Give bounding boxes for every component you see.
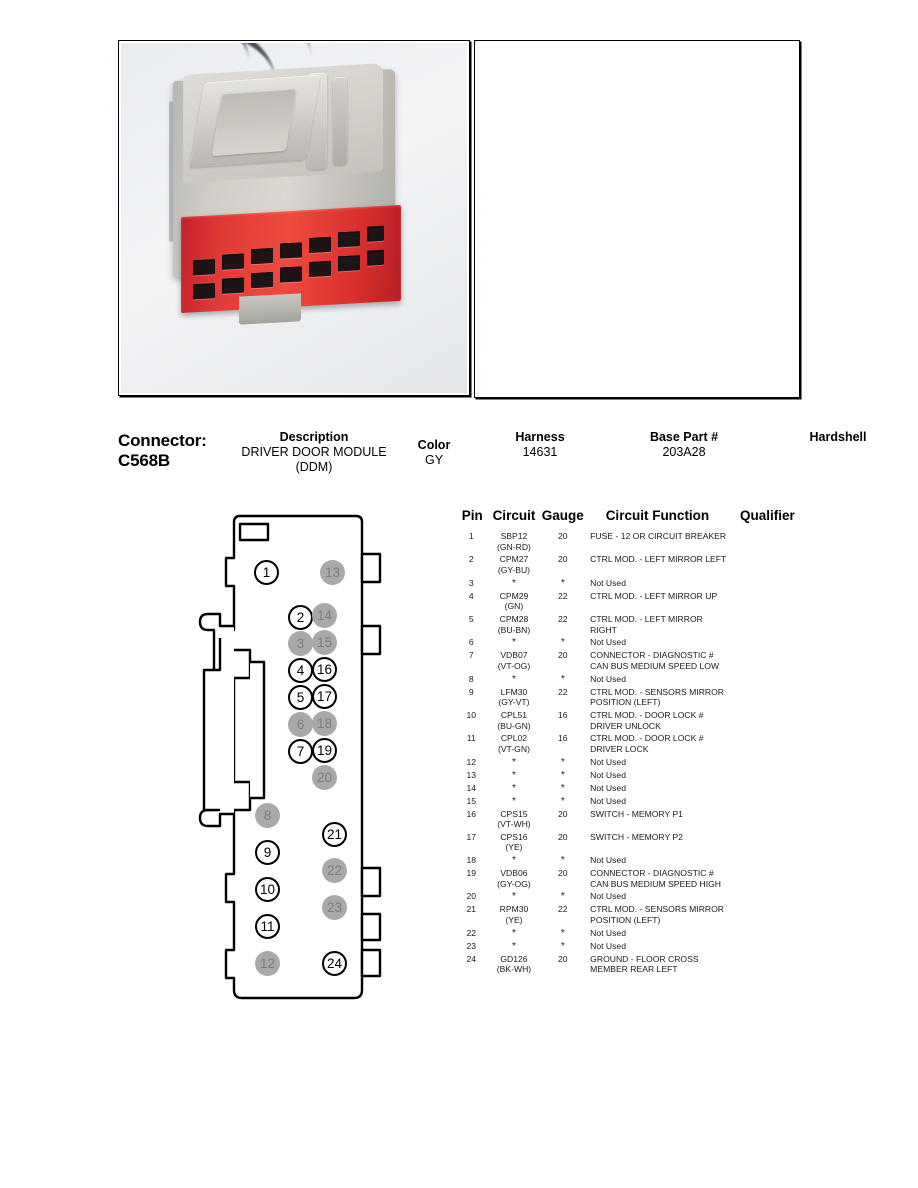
cell-circuit: * [512, 891, 516, 903]
table-row [458, 831, 804, 854]
cell-function: Not Used [590, 795, 626, 806]
table-row [458, 686, 804, 709]
cell-gauge: * [560, 795, 565, 807]
cell-pin: 15 [466, 795, 477, 806]
description-cell [240, 430, 388, 474]
table-row [458, 590, 804, 613]
cell-function: Not Used [590, 782, 626, 793]
cell-qualifier [731, 577, 804, 590]
pin-22[interactable]: 22 [322, 858, 347, 883]
cell-function: SWITCH - MEMORY P2 [590, 831, 683, 842]
cell-gauge: * [560, 637, 565, 649]
cell-qualifier [731, 530, 804, 553]
shell-rail-right-inner [333, 77, 347, 166]
pin-14[interactable]: 14 [312, 603, 337, 628]
cell-qualifier [731, 732, 804, 755]
cell-pin: 9 [468, 686, 474, 697]
cell-gauge: 22 [558, 686, 568, 697]
cell-qualifier [731, 953, 804, 976]
cell-function: Not Used [590, 673, 626, 684]
cell-qualifier [731, 673, 804, 686]
cell-qualifier [731, 890, 804, 903]
cell-function: CTRL MOD. - DOOR LOCK # DRIVER LOCK [590, 733, 704, 754]
cell-pin: 22 [466, 927, 477, 938]
cell-gauge: * [560, 756, 565, 768]
pinout-table-head [458, 508, 804, 530]
cell-qualifier [731, 756, 804, 769]
cell-qualifier [731, 686, 804, 709]
cell-pin: 14 [466, 782, 477, 793]
cell-pin: 6 [468, 637, 474, 648]
cell-pin: 21 [466, 904, 477, 915]
cell-circuit: * [512, 769, 516, 781]
cell-pin: 23 [466, 940, 477, 951]
cell-circuit: * [512, 782, 516, 794]
cell-function: CTRL MOD. - LEFT MIRROR RIGHT [590, 613, 703, 635]
pin-8[interactable]: 8 [255, 803, 280, 828]
table-row [458, 927, 804, 940]
cell-circuit: VDB07 (VT-OG) [497, 650, 531, 671]
cell-circuit: * [512, 756, 516, 768]
base-part-label: Base Part # [649, 430, 719, 444]
cell-gauge: 20 [558, 953, 568, 964]
table-row [458, 732, 804, 755]
pin-10[interactable]: 10 [255, 877, 280, 902]
pin-13[interactable]: 13 [320, 560, 345, 585]
cell-circuit: CPS15 (VT-WH) [497, 808, 531, 830]
cell-qualifier [731, 613, 804, 636]
description-label: Description [279, 430, 349, 444]
pin-17[interactable]: 17 [312, 684, 337, 709]
cell-qualifier [731, 590, 804, 613]
cell-gauge: * [560, 577, 565, 589]
cell-qualifier [731, 782, 804, 795]
cell-function: Not Used [590, 577, 626, 588]
pin-11[interactable]: 11 [255, 914, 280, 939]
cell-pin: 7 [468, 650, 474, 661]
cell-function: CTRL MOD. - DOOR LOCK # DRIVER UNLOCK [590, 709, 704, 731]
table-row [458, 903, 804, 926]
cell-function: Not Used [590, 940, 626, 951]
cell-function: FUSE - 12 OR CIRCUIT BREAKER [590, 531, 727, 541]
cell-circuit: * [512, 795, 516, 807]
cell-gauge: * [560, 927, 565, 939]
cell-function: CTRL MOD. - LEFT MIRROR UP [590, 590, 718, 601]
cell-pin: 2 [468, 554, 474, 565]
cell-pin: 13 [466, 769, 477, 780]
table-row [458, 577, 804, 590]
cell-qualifier [731, 649, 804, 672]
column-header-qualifier: Qualifier [739, 508, 795, 523]
pin-3[interactable]: 3 [288, 631, 313, 656]
pin-6[interactable]: 6 [288, 712, 313, 737]
harness-cell [480, 430, 600, 460]
cell-gauge: 20 [558, 650, 568, 661]
pin-1[interactable]: 1 [254, 560, 279, 585]
cell-pin: 8 [468, 673, 474, 684]
cell-circuit: * [512, 927, 516, 939]
color-label: Color [417, 438, 451, 452]
cell-qualifier [731, 795, 804, 808]
table-row [458, 553, 804, 576]
cell-circuit: VDB06 (GY-OG) [497, 868, 531, 889]
connector-outline-svg [190, 510, 410, 1030]
cell-function: CTRL MOD. - SENSORS MIRROR POSITION (LEFT) [590, 686, 725, 708]
cell-qualifier [731, 553, 804, 576]
harness-label: Harness [515, 430, 565, 444]
cell-gauge: 22 [558, 904, 568, 915]
cell-gauge: 20 [558, 808, 568, 819]
table-row [458, 782, 804, 795]
cell-function: Not Used [590, 756, 626, 767]
cell-circuit: * [512, 637, 516, 649]
pin-21[interactable]: 21 [322, 822, 347, 847]
table-row [458, 530, 804, 553]
cell-pin: 17 [466, 831, 477, 842]
cell-gauge: 20 [558, 554, 568, 565]
cell-qualifier [731, 903, 804, 926]
cell-pin: 16 [466, 808, 477, 819]
cell-qualifier [731, 769, 804, 782]
pin-24[interactable]: 24 [322, 951, 347, 976]
pin-16[interactable]: 16 [312, 657, 337, 682]
cell-function: Not Used [590, 769, 626, 780]
pin-19[interactable]: 19 [312, 738, 337, 763]
pin-20[interactable]: 20 [312, 765, 337, 790]
cell-qualifier [731, 854, 804, 867]
pin-15[interactable]: 15 [312, 630, 337, 655]
base-part-value: 203A28 [662, 444, 706, 459]
cell-pin: 19 [466, 868, 477, 879]
table-row [458, 808, 804, 831]
color-cell [398, 438, 470, 468]
pin-4[interactable]: 4 [288, 658, 313, 683]
table-row [458, 769, 804, 782]
connector-label: Connector: [118, 431, 207, 450]
cell-function: Not Used [590, 891, 626, 902]
cell-pin: 12 [466, 756, 477, 767]
cell-gauge: 22 [558, 613, 568, 624]
cell-circuit: GD126 (BK-WH) [496, 953, 532, 975]
cell-qualifier [731, 831, 804, 854]
cell-circuit: SBP12 (GN-RD) [497, 531, 531, 552]
pin-7[interactable]: 7 [288, 739, 313, 764]
table-row [458, 709, 804, 732]
table-row [458, 649, 804, 672]
table-row [458, 953, 804, 976]
cell-circuit: * [512, 577, 516, 589]
cell-function: CTRL MOD. - SENSORS MIRROR POSITION (LEFT) [590, 904, 725, 926]
cell-gauge: * [560, 782, 565, 794]
column-header-circuit: Circuit [492, 508, 536, 523]
pin-2[interactable]: 2 [288, 605, 313, 630]
cell-circuit: * [512, 855, 516, 867]
cell-circuit: RPM30 (YE) [499, 904, 529, 926]
table-row [458, 613, 804, 636]
connector-id: C568B [118, 451, 170, 471]
cell-qualifier [731, 927, 804, 940]
hardshell-cell [768, 430, 908, 445]
cell-function: CONNECTOR - DIAGNOSTIC # CAN BUS MEDIUM SPEED HIGH [590, 868, 722, 889]
cell-pin: 1 [468, 531, 474, 541]
cell-pin: 10 [466, 709, 477, 720]
description-value: DRIVER DOOR MODULE (DDM) [241, 444, 387, 474]
pinout-table-body [458, 530, 804, 976]
cell-circuit: LFM30 (GY-VT) [498, 686, 530, 708]
harness-value: 14631 [522, 444, 558, 459]
cell-pin: 4 [468, 590, 474, 601]
cell-qualifier [731, 636, 804, 649]
cell-pin: 11 [466, 733, 476, 744]
connector-meta-header [118, 428, 867, 484]
table-row [458, 756, 804, 769]
cell-gauge: 16 [558, 733, 568, 744]
cell-pin: 20 [466, 891, 477, 902]
cell-circuit: CPM29 (GN) [499, 590, 529, 612]
pin-23[interactable]: 23 [322, 895, 347, 920]
cell-circuit: * [512, 673, 516, 685]
shell-latch-inner [212, 88, 297, 156]
cell-function: CTRL MOD. - LEFT MIRROR LEFT [590, 554, 727, 565]
cell-gauge: 20 [558, 868, 568, 879]
hardshell-label: Hardshell [809, 430, 867, 444]
cell-circuit: CPL51 (BU-GN) [497, 709, 531, 731]
column-header-function: Circuit Function [605, 508, 710, 523]
cell-gauge: * [560, 855, 565, 867]
pinout-table-wrap [458, 508, 818, 976]
connector-foot [239, 293, 301, 324]
table-row [458, 867, 804, 890]
cell-function: SWITCH - MEMORY P1 [590, 808, 683, 819]
connector-image-block [118, 40, 800, 400]
pin-18[interactable]: 18 [312, 711, 337, 736]
cell-function: Not Used [590, 927, 626, 938]
cell-pin: 5 [468, 613, 474, 624]
pin-12[interactable]: 12 [255, 951, 280, 976]
cell-function: CONNECTOR - DIAGNOSTIC # CAN BUS MEDIUM SPEED LOW [590, 650, 720, 671]
pinout-table [458, 508, 804, 976]
cell-pin: 3 [468, 577, 474, 588]
color-value: GY [424, 452, 444, 467]
cell-function: Not Used [590, 855, 626, 866]
connector-pinout-diagram [190, 510, 410, 1030]
cell-circuit: CPS16 (YE) [500, 831, 528, 853]
connector-photo [121, 43, 467, 393]
table-row [458, 673, 804, 686]
cell-qualifier [731, 867, 804, 890]
pin-9[interactable]: 9 [255, 840, 280, 865]
cell-qualifier [731, 940, 804, 953]
cell-gauge: * [560, 769, 565, 781]
cell-pin: 24 [466, 953, 477, 964]
connector-id-cell [118, 431, 207, 471]
cell-qualifier [731, 709, 804, 732]
cell-circuit: * [512, 940, 516, 952]
cell-pin: 18 [466, 855, 477, 866]
cell-circuit: CPM27 (GY-BU) [497, 554, 531, 575]
cell-gauge: 16 [558, 709, 568, 720]
blank-panel [474, 40, 800, 398]
cell-gauge: 22 [558, 590, 568, 601]
cell-qualifier [731, 808, 804, 831]
cell-gauge: * [560, 673, 565, 685]
table-row [458, 854, 804, 867]
connector-photo-frame [118, 40, 470, 396]
cell-circuit: CPM28 (BU-BN) [497, 613, 531, 635]
table-header-row [458, 508, 804, 530]
cell-function: Not Used [590, 637, 626, 648]
column-header-gauge: Gauge [541, 508, 584, 523]
column-header-pin: Pin [461, 508, 483, 523]
table-row [458, 636, 804, 649]
table-row [458, 795, 804, 808]
table-row [458, 940, 804, 953]
pin-5[interactable]: 5 [288, 685, 313, 710]
cell-gauge: 20 [558, 531, 568, 541]
cell-gauge: * [560, 891, 565, 903]
cell-circuit: CPL02 (VT-GN) [497, 733, 530, 754]
table-row [458, 890, 804, 903]
cell-function: GROUND - FLOOR CROSS MEMBER REAR LEFT [590, 953, 699, 975]
cell-gauge: 20 [558, 831, 568, 842]
base-part-cell [614, 430, 754, 460]
cell-gauge: * [560, 940, 565, 952]
